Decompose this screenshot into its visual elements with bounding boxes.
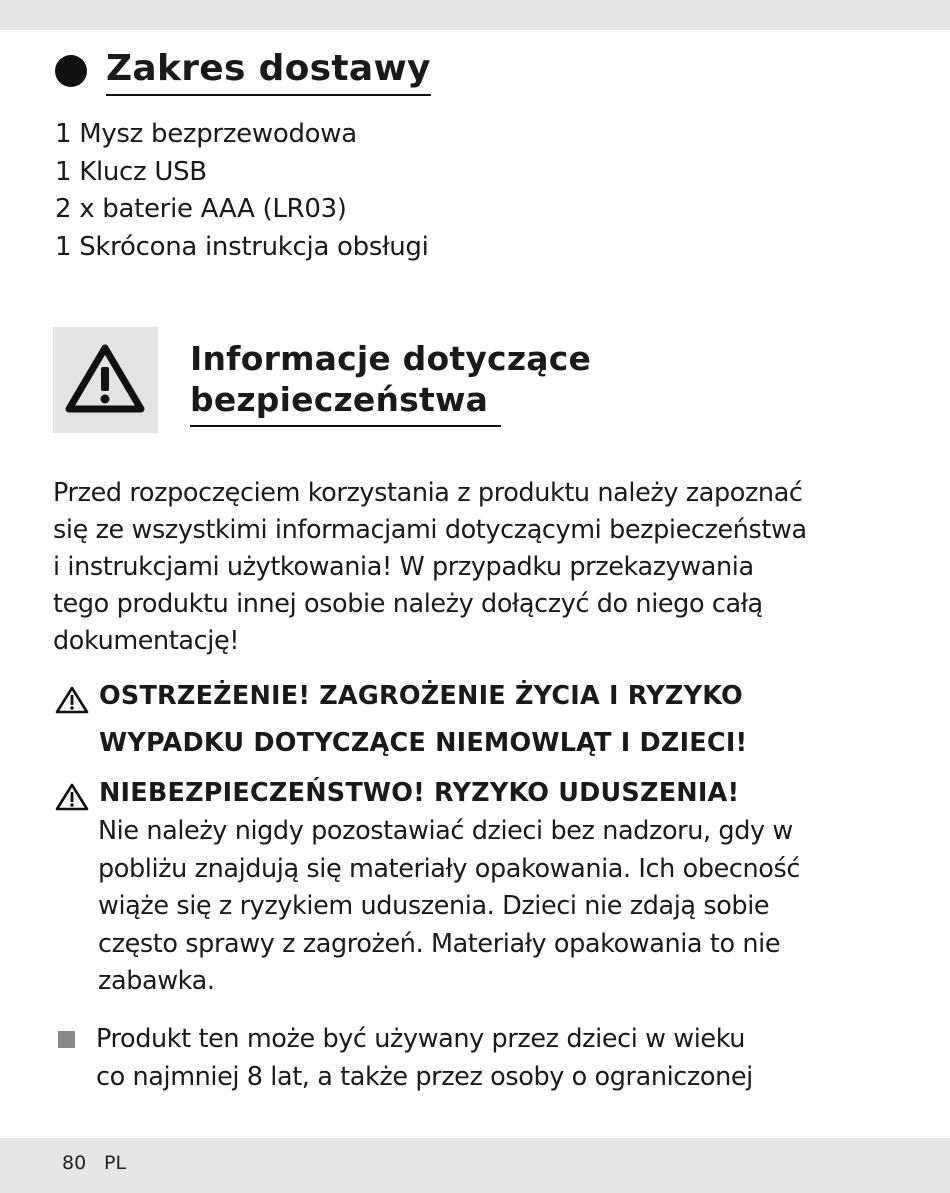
warning-triangle-icon [65,343,145,413]
paragraph-line: dokumentację! [53,626,240,656]
warning-children [55,678,747,762]
paragraph-line: wiąże się z ryzykiem uduszenia. Dzieci nie zdają sobie [98,891,770,921]
bullet-dot-icon [55,55,87,87]
heading-underline [190,425,501,427]
safety-heading-line1: Informacje dotyczące [190,339,592,378]
list-item: 1 Skrócona instrukcja obsługi [55,231,429,262]
safety-heading-line2: bezpieczeństwa [190,380,489,419]
paragraph-line: co najmniej 8 lat, a także przez osoby o ograniczonej [96,1061,753,1092]
page-language: PL [104,1152,127,1174]
warning-title-line: OSTRZEŻENIE! ZAGROŻENIE ŻYCIA I RYZYKO [99,681,743,711]
delivery-heading: Zakres dostawy [106,44,431,96]
warning-icon-box [53,327,158,433]
list-item: 2 x baterie AAA (LR03) [55,194,347,224]
paragraph-line: tego produktu innej osobie należy dołączyć do niego całą [53,589,763,619]
warning-suffocation-body [98,813,800,1001]
delivery-list [55,116,429,266]
footer-bar [0,1138,950,1193]
paragraph-line: się ze wszystkimi informacjami dotyczącymi bezpieczeństwa [53,515,807,545]
safety-intro-paragraph [53,475,873,660]
warning-triangle-icon [55,775,91,822]
warning-triangle-icon [55,678,91,725]
paragraph-line: i instrukcjami użytkowania! W przypadku przekazywania [53,552,754,582]
paragraph-line: Produkt ten może być używany przez dzieci w wieku [96,1024,746,1054]
paragraph-line: Przed rozpoczęciem korzystania z produktu należy zapoznać [53,478,803,508]
bullet-paragraph [96,1021,753,1096]
list-item: 1 Klucz USB [55,156,207,187]
paragraph-line: zabawka. [98,966,215,996]
square-bullet-icon [58,1031,75,1048]
page-number: 80 [62,1152,87,1174]
list-item: 1 Mysz bezprzewodowa [55,119,357,149]
top-bar [0,0,950,30]
paragraph-line: Nie należy nigdy pozostawiać dzieci bez nadzoru, gdy w [98,816,793,846]
safety-heading [190,338,591,420]
paragraph-line: często sprawy z zagrożeń. Materiały opakowania to nie [98,928,781,959]
paragraph-line: pobliżu znajdują się materiały opakowania. Ich obecność [98,853,800,884]
warning-title-line: WYPADKU DOTYCZĄCE NIEMOWLĄT I DZIECI! [99,728,748,758]
warning-title-line: NIEBEZPIECZEŃSTWO! RYZYKO UDUSZENIA! [99,778,740,808]
